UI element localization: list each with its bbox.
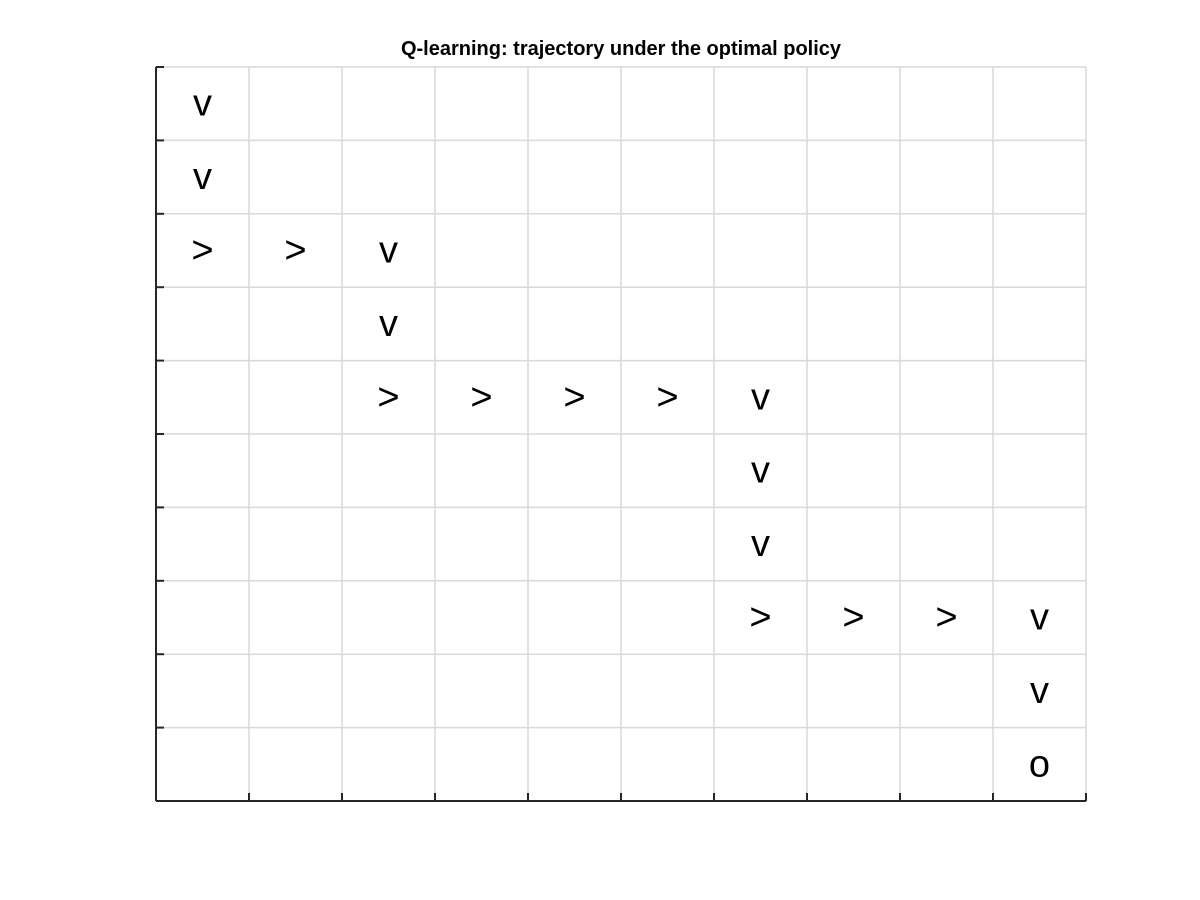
right-arrow-marker: > — [842, 596, 865, 639]
down-arrow-marker: v — [751, 523, 770, 566]
down-arrow-marker: v — [379, 229, 398, 272]
right-arrow-marker: > — [563, 376, 586, 419]
right-arrow-marker: > — [191, 229, 214, 272]
down-arrow-marker: v — [1030, 596, 1049, 639]
down-arrow-marker: v — [751, 449, 770, 492]
down-arrow-marker: v — [379, 302, 398, 345]
right-arrow-marker: > — [284, 229, 307, 272]
chart-title: Q-learning: trajectory under the optimal policy — [400, 38, 842, 60]
right-arrow-marker: > — [377, 376, 400, 419]
down-arrow-marker: v — [193, 156, 212, 199]
goal-marker: o — [1028, 743, 1051, 786]
right-arrow-marker: > — [656, 376, 679, 419]
down-arrow-marker: v — [1030, 669, 1049, 712]
right-arrow-marker: > — [470, 376, 493, 419]
down-arrow-marker: v — [751, 376, 770, 419]
down-arrow-marker: v — [193, 82, 212, 125]
right-arrow-marker: > — [749, 596, 772, 639]
right-arrow-marker: > — [935, 596, 958, 639]
